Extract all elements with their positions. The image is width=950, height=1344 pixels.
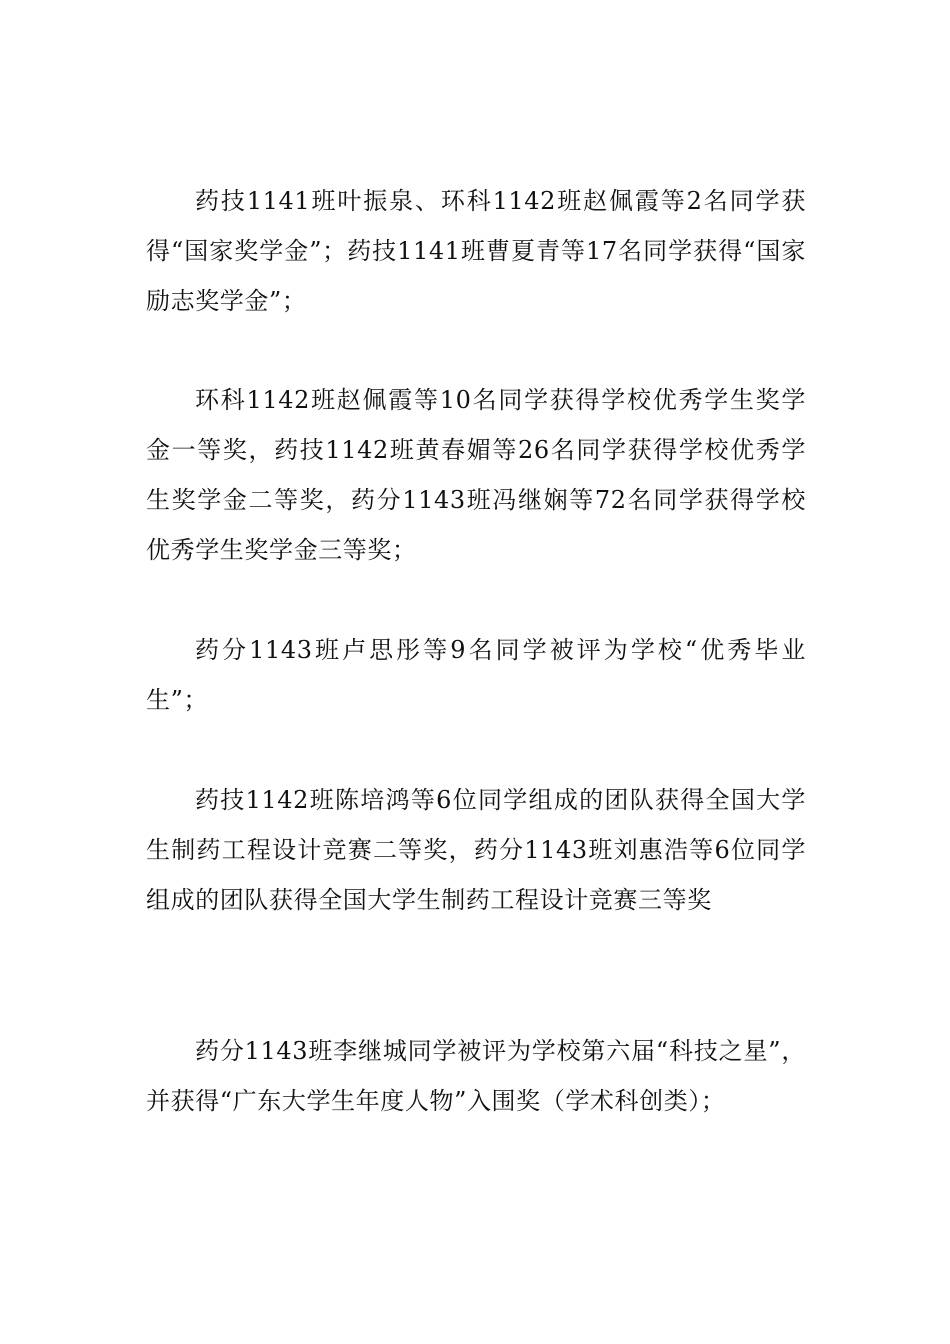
paragraph-tech-star: 药分1143班李继城同学被评为学校第六届“科技之星”，并获得“广东大学生年度人物”入围奖（学术科创类）； xyxy=(146,1037,806,1115)
paragraph-design-competition: 药技1142班陈培鸿等6位同学组成的团队获得全国大学生制药工程设计竞赛二等奖，药分1143班刘惠浩等6位同学组成的团队获得全国大学生制药工程设计竞赛三等奖 xyxy=(146,786,806,914)
paragraph-national-scholarship: 药技1141班叶振泉、环科1142班赵佩霞等2名同学获得“国家奖学金”；药技1141班曹夏青等17名同学获得“国家励志奖学金”； xyxy=(146,187,806,315)
paragraph-school-scholarship: 环科1142班赵佩霞等10名同学获得学校优秀学生奖学金一等奖，药技1142班黄春媚等26名同学获得学校优秀学生奖学金二等奖，药分1143班冯继娴等72名同学获得学校优秀学生奖学金三等奖； xyxy=(146,386,806,564)
paragraph-outstanding-graduates: 药分1143班卢思彤等9名同学被评为学校“优秀毕业生”； xyxy=(146,636,806,714)
